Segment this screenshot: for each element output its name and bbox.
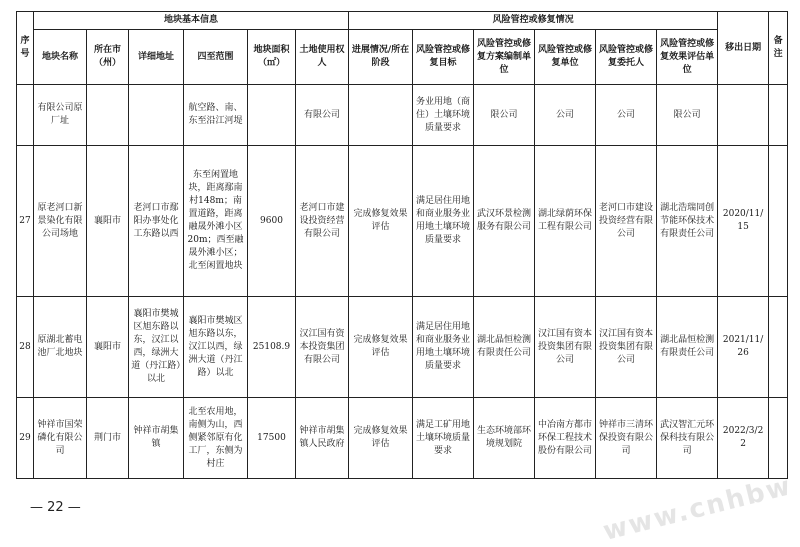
group-header-risk: 风险管控或修复情况 [349, 12, 718, 30]
col-header-target: 风险管控或修复目标 [413, 30, 474, 85]
cell-progress [349, 85, 413, 146]
cell-client: 汉江国有资本投资集团有限公司 [596, 297, 657, 398]
cell-city [87, 85, 129, 146]
cell-removal-date: 2020/11/15 [718, 146, 769, 297]
cell-address: 钟祥市胡集镇 [129, 398, 184, 479]
cell-client: 公司 [596, 85, 657, 146]
cell-client: 老河口市建设投资经营有限公司 [596, 146, 657, 297]
col-header-boundaries: 四至范围 [184, 30, 248, 85]
cell-address: 老河口市鄢阳办事处化工东路以西 [129, 146, 184, 297]
group-header-row [17, 12, 788, 30]
cell-address: 襄阳市樊城区旭东路以东，汉江以西，绿洲大道（丹江路）以北 [129, 297, 184, 398]
site-registry-table [16, 11, 788, 479]
cell-removal-date [718, 85, 769, 146]
table-row [17, 398, 788, 479]
cell-area: 25108.9 [248, 297, 296, 398]
cell-client: 钟祥市三清环保投资有限公司 [596, 398, 657, 479]
col-header-remediation-unit: 风险管控或修复单位 [535, 30, 596, 85]
col-header-site-name: 地块名称 [34, 30, 87, 85]
cell-area: 9600 [248, 146, 296, 297]
cell-area: 17500 [248, 398, 296, 479]
col-header-area: 地块面积（㎡） [248, 30, 296, 85]
cell-land-user: 汉江国有资本投资集团有限公司 [296, 297, 349, 398]
cell-target: 满足居住用地和商业服务业用地土壤环境质量要求 [413, 297, 474, 398]
cell-site-name: 原老河口新景染化有限公司场地 [34, 146, 87, 297]
cell-progress: 完成修复效果评估 [349, 398, 413, 479]
table-row [17, 297, 788, 398]
cell-remarks [769, 398, 788, 479]
col-header-evaluation-unit: 风险管控或修复效果评估单位 [657, 30, 718, 85]
cell-boundaries: 北至农用地，南侧为山，西侧紧邻原有化工厂，东侧为村庄 [184, 398, 248, 479]
col-header-address: 详细地址 [129, 30, 184, 85]
cell-address [129, 85, 184, 146]
table-row [17, 85, 788, 146]
group-header-basic: 地块基本信息 [34, 12, 349, 30]
cell-progress: 完成修复效果评估 [349, 146, 413, 297]
col-header-city: 所在市（州） [87, 30, 129, 85]
cell-evaluation-unit: 限公司 [657, 85, 718, 146]
col-header-remarks: 备注 [769, 12, 788, 85]
cell-evaluation-unit: 湖北浩瑞同创节能环保技术有限责任公司 [657, 146, 718, 297]
cell-land-user: 老河口市建设投资经营有限公司 [296, 146, 349, 297]
cell-remediation-unit: 中冶南方都市环保工程技术股份有限公司 [535, 398, 596, 479]
page-number: — 22 — [30, 500, 81, 515]
col-header-removal-date: 移出日期 [718, 12, 769, 85]
cell-seq: 28 [17, 297, 34, 398]
cell-plan-unit: 生态环境部环境规划院 [474, 398, 535, 479]
cell-boundaries: 东至闲置地块，距离鄢南村148m；南置道路，距离融晟外滩小区20m；西至融晟外滩小区；北至闲置地块 [184, 146, 248, 297]
cell-seq: 27 [17, 146, 34, 297]
cell-area [248, 85, 296, 146]
cell-city: 襄阳市 [87, 297, 129, 398]
watermark: www.cnhbw [599, 471, 795, 547]
cell-boundaries: 襄阳市樊城区旭东路以东，汉江以西，绿洲大道（丹江路）以北 [184, 297, 248, 398]
cell-progress: 完成修复效果评估 [349, 297, 413, 398]
cell-site-name: 钟祥市国荣磷化有限公司 [34, 398, 87, 479]
table-row [17, 146, 788, 297]
column-header-row [17, 30, 788, 85]
cell-target: 满足居住用地和商业服务业用地土壤环境质量要求 [413, 146, 474, 297]
cell-land-user: 有限公司 [296, 85, 349, 146]
cell-seq: 29 [17, 398, 34, 479]
cell-remediation-unit: 汉江国有资本投资集团有限公司 [535, 297, 596, 398]
cell-plan-unit: 限公司 [474, 85, 535, 146]
col-header-seq: 序号 [17, 12, 34, 85]
cell-remarks [769, 85, 788, 146]
cell-site-name: 有限公司原厂址 [34, 85, 87, 146]
col-header-land-user: 土地使用权人 [296, 30, 349, 85]
col-header-progress: 进展情况/所在阶段 [349, 30, 413, 85]
cell-removal-date: 2022/3/22 [718, 398, 769, 479]
cell-land-user: 钟祥市胡集镇人民政府 [296, 398, 349, 479]
cell-site-name: 原湖北蓄电池厂北地块 [34, 297, 87, 398]
col-header-client: 风险管控或修复委托人 [596, 30, 657, 85]
cell-removal-date: 2021/11/26 [718, 297, 769, 398]
cell-evaluation-unit: 湖北晶恒检测有限责任公司 [657, 297, 718, 398]
cell-plan-unit: 武汉环景检测服务有限公司 [474, 146, 535, 297]
cell-remarks [769, 297, 788, 398]
cell-plan-unit: 湖北晶恒检测有限责任公司 [474, 297, 535, 398]
cell-boundaries: 航空路、南、东至沿江河堤 [184, 85, 248, 146]
cell-seq [17, 85, 34, 146]
cell-target: 务业用地（商住）土壤环境质量要求 [413, 85, 474, 146]
cell-remediation-unit: 公司 [535, 85, 596, 146]
cell-evaluation-unit: 武汉智汇元环保科技有限公司 [657, 398, 718, 479]
cell-remarks [769, 146, 788, 297]
col-header-plan-unit: 风险管控或修复方案编制单位 [474, 30, 535, 85]
cell-remediation-unit: 湖北绿荫环保工程有限公司 [535, 146, 596, 297]
cell-city: 荆门市 [87, 398, 129, 479]
cell-target: 满足工矿用地土壤环境质量要求 [413, 398, 474, 479]
cell-city: 襄阳市 [87, 146, 129, 297]
